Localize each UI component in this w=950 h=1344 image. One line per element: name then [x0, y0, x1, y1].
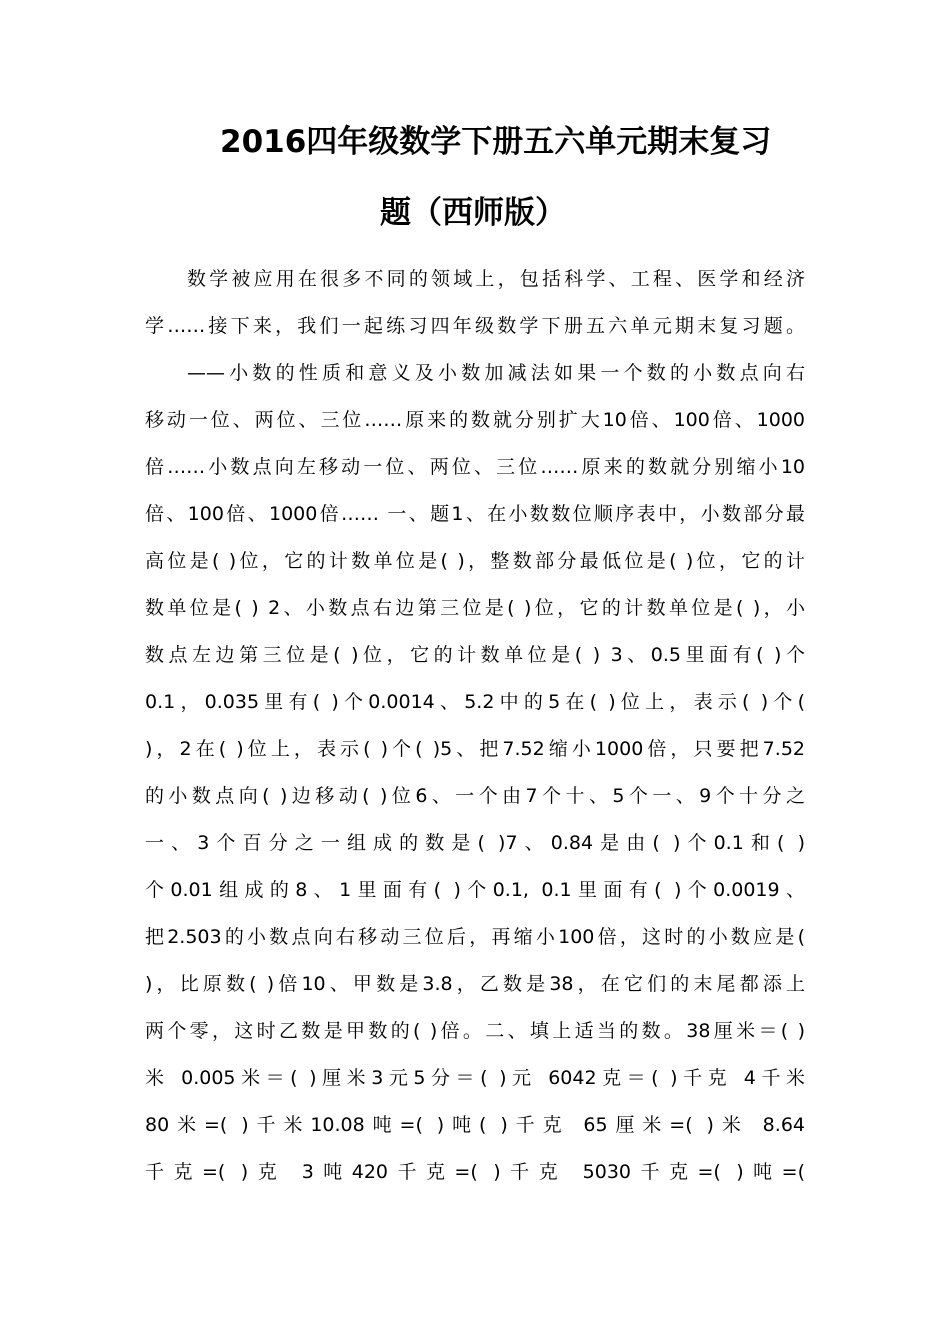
body-line: 学……接下来，我们一起练习四年级数学下册五六单元期末复习题。	[145, 315, 805, 337]
body-line: 一、3个百分之一组成的数是( )7、0.84是由( )个0.1和( )	[145, 832, 805, 854]
body-line: 高位是( )位，它的计数单位是( )，整数部分最低位是( )位，它的计	[145, 550, 805, 572]
body-line: 个0.01组成的8、1里面有( )个0.1, 0.1里面有( )个0.0019、	[145, 879, 805, 901]
body-line: )，比原数( )倍10、甲数是3.8，乙数是38，在它们的末尾都添上	[145, 973, 805, 995]
body-line: )，2在( )位上，表示( )个( )5、把7.52缩小1000倍，只要把7.52	[145, 738, 805, 760]
document-title-line-1: 2016四年级数学下册五六单元期末复习	[220, 124, 772, 160]
body-line: 倍、100倍、1000倍…… 一、题1、在小数数位顺序表中，小数部分最	[145, 503, 805, 525]
body-line: 两个零，这时乙数是甲数的( )倍。二、填上适当的数。38厘米＝( )	[145, 1020, 805, 1042]
document-body	[145, 256, 805, 1196]
body-line: 数学被应用在很多不同的领域上，包括科学、工程、医学和经济	[187, 268, 805, 290]
body-line: 0.1，0.035里有( )个0.0014、5.2中的5在( )位上，表示( )个(	[145, 691, 805, 713]
body-line: 80米=( )千米10.08吨=( )吨( )千克 65厘米=( )米 8.64	[145, 1114, 805, 1136]
body-line: ——小数的性质和意义及小数加减法如果一个数的小数点向右	[187, 362, 805, 384]
body-line: 米 0.005米＝( )厘米3元5分＝( )元 6042克＝( )千克 4千米	[145, 1067, 805, 1089]
document-title-line-2: 题（西师版）	[380, 195, 566, 231]
body-line: 把2.503的小数点向右移动三位后，再缩小100倍，这时的小数应是(	[145, 926, 805, 948]
body-line: 千克=( )克 3吨420千克=( )千克 5030千克=( )吨=(	[145, 1161, 805, 1183]
body-line: 移动一位、两位、三位……原来的数就分别扩大10倍、100倍、1000	[145, 409, 805, 431]
body-line: 倍……小数点向左移动一位、两位、三位……原来的数就分别缩小10	[145, 456, 805, 478]
body-line: 数点左边第三位是( )位，它的计数单位是( ) 3、0.5里面有( )个	[145, 644, 805, 666]
body-line: 的小数点向( )边移动( )位6、一个由7个十、5个一、9个十分之	[145, 785, 805, 807]
body-line: 数单位是( ) 2、小数点右边第三位是( )位，它的计数单位是( )，小	[145, 597, 805, 619]
